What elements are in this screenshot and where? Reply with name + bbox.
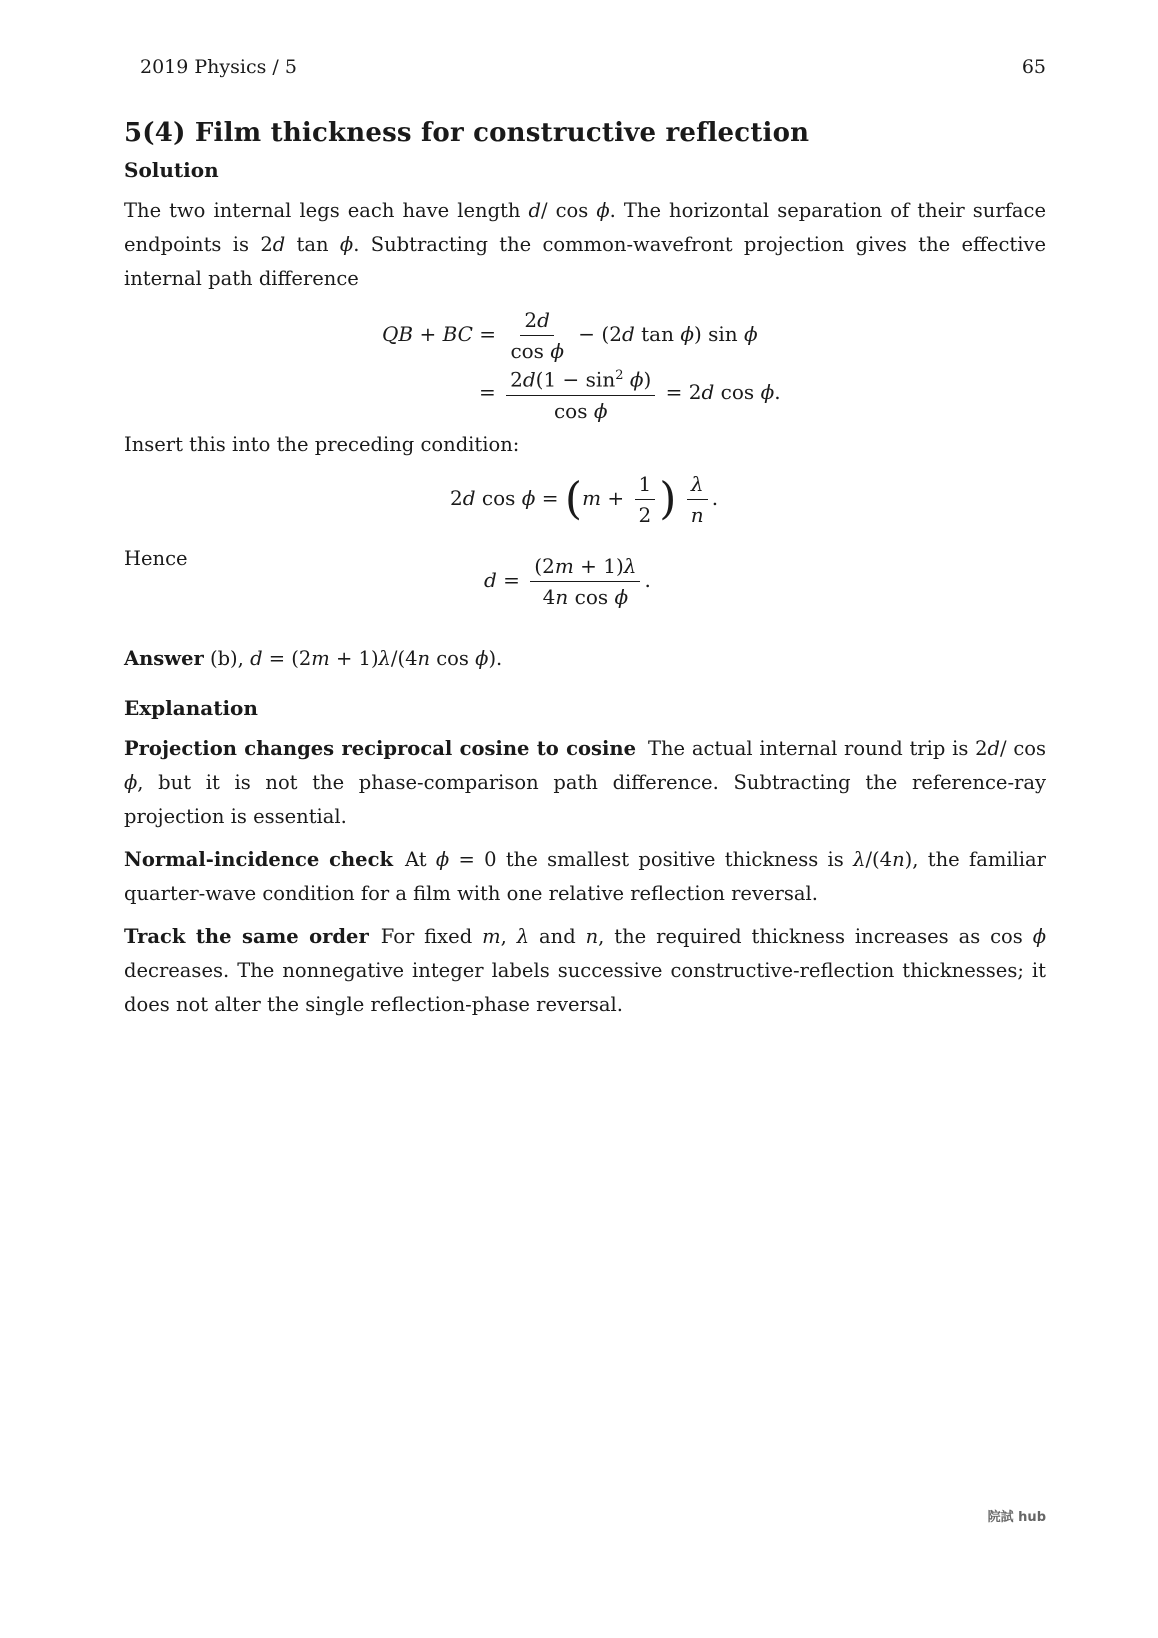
insert-text: Insert this into the preceding condition: <box>124 433 520 456</box>
math-inline: 2d tan ϕ <box>260 233 354 256</box>
path-difference-equation: QB + BC = $\frac{2d}{\text{cos ϕ}}$ − (2d tan ϕ) sin ϕ = $\frac{2d(1 - \sin^2 \phi)}{\text{cos ϕ}}$ = 2d cos ϕ. <box>382 308 781 423</box>
math-inline: n <box>585 925 599 948</box>
footer-brand-logo: 院試 hub <box>987 1510 1046 1525</box>
explanation-item: Normal-incidence check At ϕ = 0 the smallest positive thickness is λ/(4n), the familiar quarter-wave condition for a film with one relative reflection reversal. <box>124 848 1046 905</box>
math-inline: 2d/ cos ϕ <box>124 737 1047 794</box>
constructive-condition-equation: 2d cos ϕ = (m + $\frac{1}{2}$ ) $\frac{\lambda}{n}$ . <box>450 472 719 527</box>
math-inline: cos ϕ <box>990 925 1047 948</box>
math-inline: d = (2m + 1)λ/(4n cos ϕ) <box>250 647 497 670</box>
math-inline: ϕ = 0 <box>435 848 497 871</box>
running-header: 2019 Physics / 5 <box>140 56 297 78</box>
hence-block <box>124 542 1046 638</box>
section-title: 5(4) Film thickness for constructive reflection <box>124 118 810 148</box>
intro-paragraph: The two internal legs each have length d/ cos ϕ. The horizontal separation of their surface endpoints is 2d tan ϕ. Subtracting the common-wavefront projection gives the effective internal path difference <box>124 199 1046 290</box>
explanation-heading: Explanation <box>124 696 258 720</box>
explanation-item: Track the same order For fixed m, λ and n, the required thickness increases as cos ϕ decreases. The nonnegative integer labels successive constructive-reflection thicknesses; it does not alter the single reflection-phase reversal. <box>124 925 1047 1016</box>
answer-line: Answer (b), d = (2m + 1)λ/(4n cos ϕ). <box>124 647 503 670</box>
math-inline: d/ cos ϕ <box>528 199 610 222</box>
main-content <box>124 118 1046 1022</box>
math-inline: λ/(4n) <box>853 848 913 871</box>
page-number: 65 <box>1021 56 1046 78</box>
explanation-item: Projection changes reciprocal cosine to cosine The actual internal round trip is 2d/ cos ϕ, but it is not the phase-comparison path difference. Subtracting the reference-ray projection is essential. <box>124 737 1047 828</box>
thickness-equation: d = $\frac{(2m + 1)\lambda}{\text{4n cos ϕ}}$ . <box>484 554 651 609</box>
solution-heading: Solution <box>124 158 219 182</box>
hence-text: Hence <box>124 547 188 570</box>
math-inline: m, λ <box>482 925 530 948</box>
